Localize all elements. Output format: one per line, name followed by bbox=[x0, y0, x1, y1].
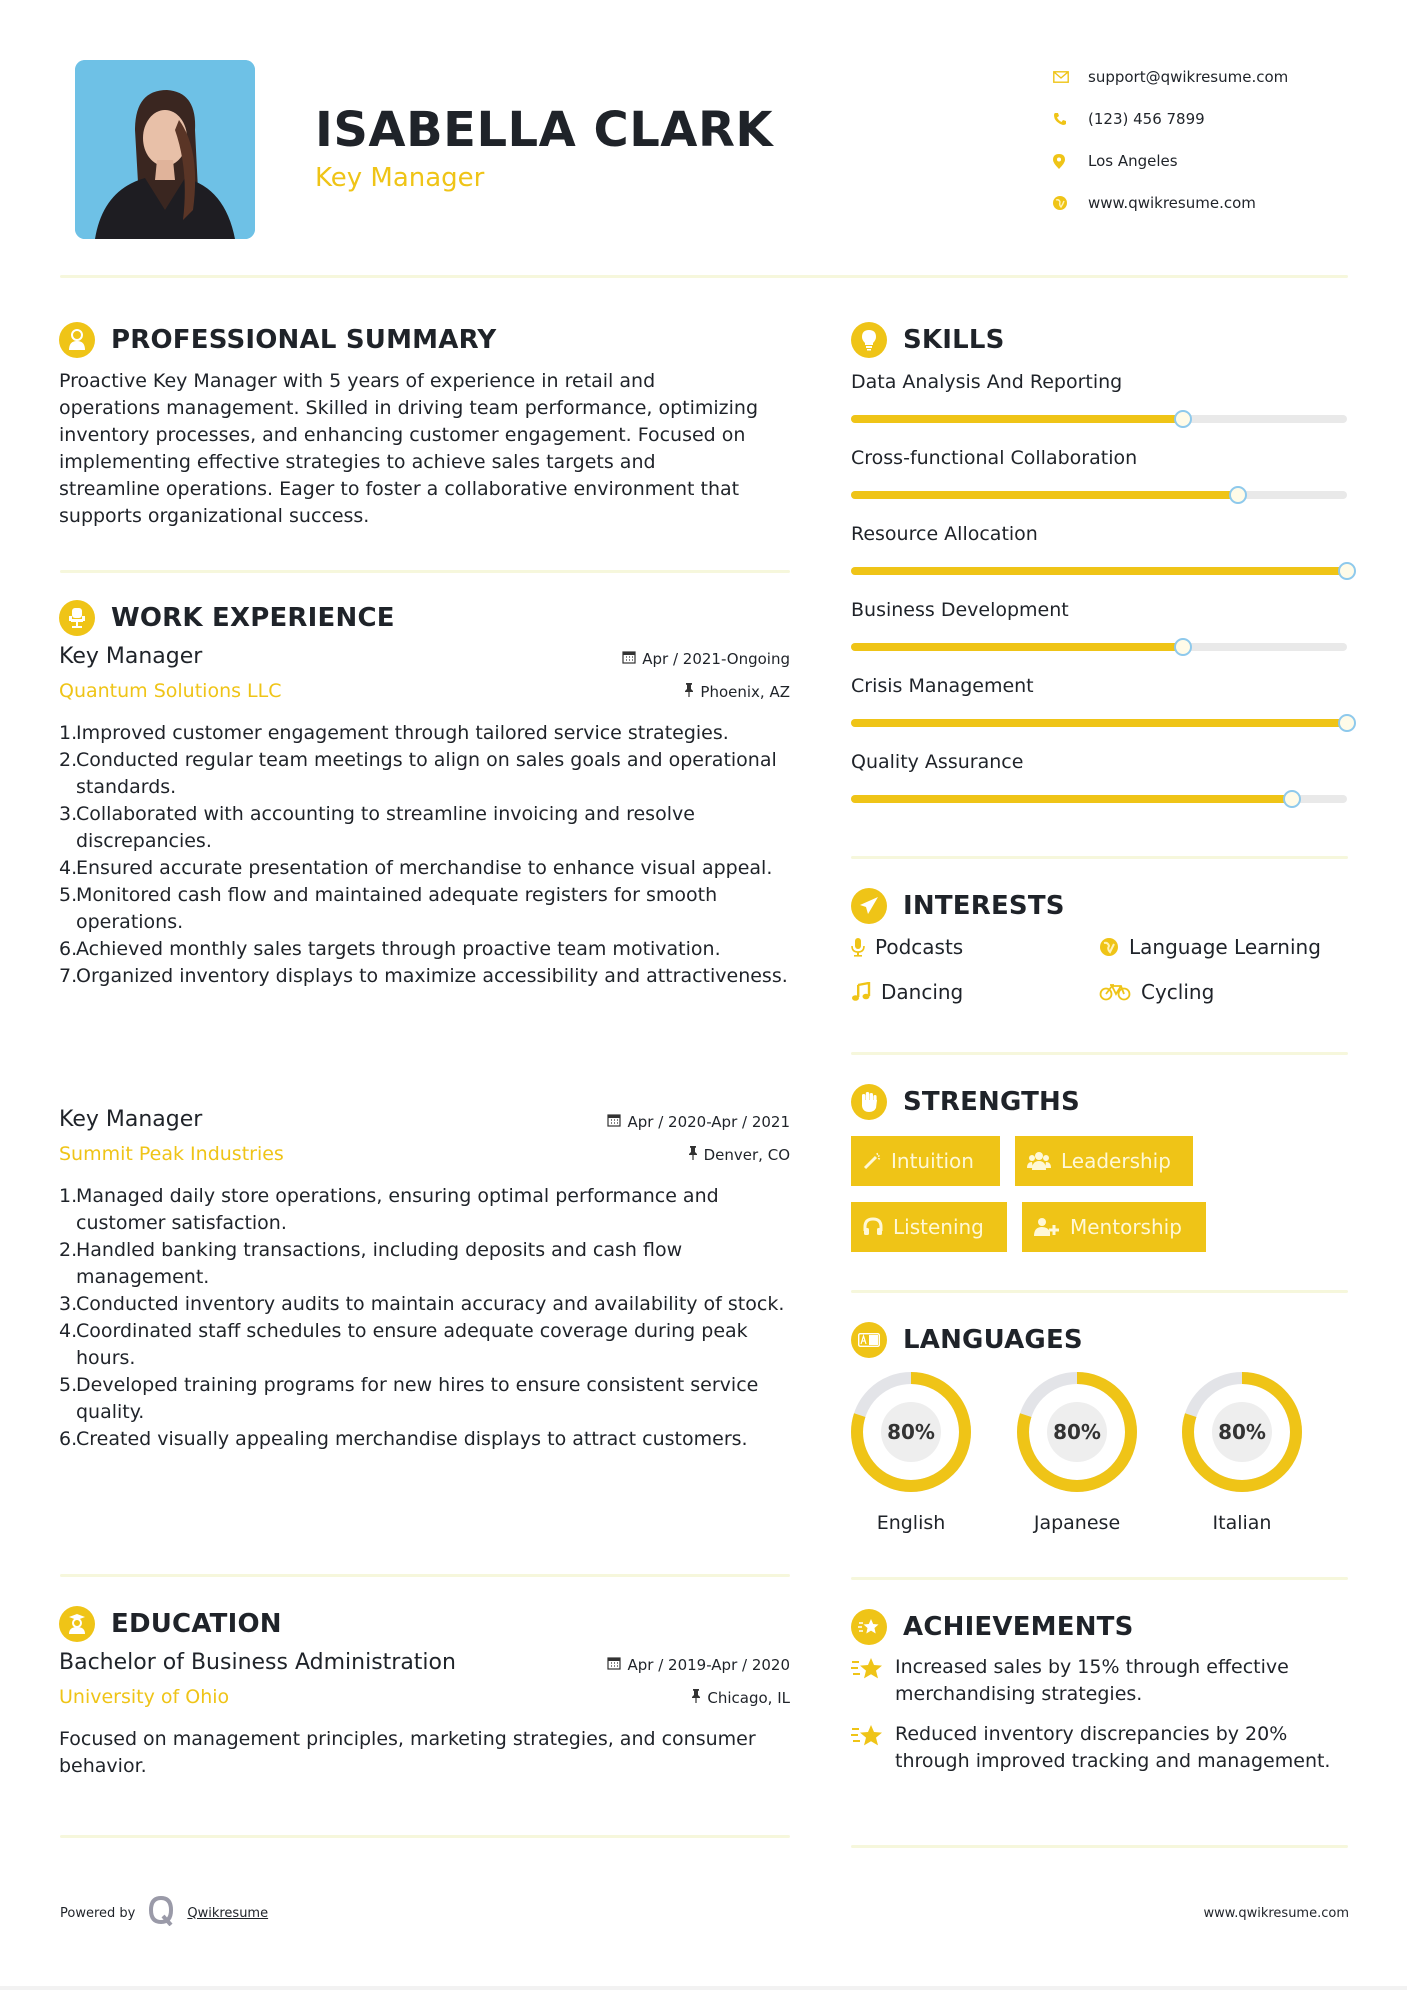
education-location: Chicago, IL bbox=[691, 1689, 790, 1707]
achievement-item: Reduced inventory discrepancies by 20% through improved tracking and management. bbox=[851, 1721, 1351, 1775]
summary-section-title: PROFESSIONAL SUMMARY bbox=[59, 322, 496, 358]
duty-item: 5. Developed training programs for new hires to ensure consistent service quality. bbox=[59, 1374, 759, 1423]
experience-section-title: WORK EXPERIENCE bbox=[59, 600, 395, 636]
duty-item: 2. Handled banking transactions, including deposits and cash flow management. bbox=[59, 1239, 683, 1288]
calendar-icon bbox=[607, 1113, 621, 1131]
paper-plane-icon bbox=[851, 888, 887, 924]
qwikresume-link[interactable]: Qwikresume bbox=[187, 1905, 269, 1921]
languages-section-title: LANGUAGES bbox=[851, 1322, 1083, 1358]
graduate-icon bbox=[59, 1606, 95, 1642]
calendar-icon bbox=[622, 650, 636, 668]
skill-item: Business Development bbox=[851, 599, 1347, 621]
job-title: Key Manager bbox=[59, 644, 203, 669]
pushpin-icon bbox=[688, 1146, 698, 1164]
magic-wand-icon bbox=[863, 1152, 881, 1170]
duty-item: 5. Monitored cash flow and maintained adequate registers for smooth operations. bbox=[59, 884, 718, 933]
pushpin-icon bbox=[691, 1689, 701, 1707]
job-duties bbox=[59, 1183, 790, 1453]
languages-divider bbox=[851, 1577, 1348, 1580]
summary-divider bbox=[60, 570, 790, 573]
job-dates: Apr / 2020-Apr / 2021 bbox=[607, 1113, 790, 1131]
skill-item: Data Analysis And Reporting bbox=[851, 371, 1347, 393]
contact-email[interactable]: support@qwikresume.com bbox=[1050, 56, 1390, 98]
job-duties bbox=[59, 720, 790, 990]
strength-chip: Intuition bbox=[851, 1136, 1000, 1186]
job-company: Summit Peak Industries bbox=[59, 1143, 284, 1165]
job-dates: Apr / 2021-Ongoing bbox=[622, 650, 790, 668]
map-pin-icon bbox=[1050, 154, 1088, 169]
education-divider bbox=[60, 1835, 790, 1838]
interest-item: Language Learning bbox=[1099, 935, 1321, 959]
star-badge-icon bbox=[851, 1609, 887, 1645]
school-name: University of Ohio bbox=[59, 1686, 230, 1708]
interest-item: Dancing bbox=[851, 980, 963, 1004]
skill-item: Resource Allocation bbox=[851, 523, 1347, 545]
skill-knob bbox=[1229, 486, 1247, 504]
education-dates: Apr / 2019-Apr / 2020 bbox=[607, 1656, 790, 1674]
achievements-divider bbox=[851, 1845, 1348, 1848]
duty-item: 3. Collaborated with accounting to streamline invoicing and resolve discrepancies. bbox=[59, 803, 695, 852]
profile-photo bbox=[75, 60, 255, 239]
shooting-star-icon bbox=[851, 1654, 895, 1708]
bottom-strip bbox=[0, 1986, 1407, 1990]
fist-icon bbox=[851, 1084, 887, 1120]
skill-bar bbox=[851, 491, 1347, 499]
achievements-section-title: ACHIEVEMENTS bbox=[851, 1609, 1134, 1645]
contact-phone[interactable]: (123) 456 7899 bbox=[1050, 98, 1390, 140]
job-title: Key Manager bbox=[59, 1107, 203, 1132]
strengths-divider bbox=[851, 1290, 1348, 1293]
language-item: 80% Japanese bbox=[1015, 1370, 1139, 1534]
globe-icon bbox=[1050, 196, 1088, 210]
language-progress-ring: 80% bbox=[849, 1370, 973, 1494]
summary-text: Proactive Key Manager with 5 years of experience in retail and operations management. Skilled in driving team performance, optimizing inventory processes, and enhancing customer engagement. Focused on implementing effective strategies to achieve sales targets and streamline operations. Eager to foster a collaborative environment that supports organizational success. bbox=[59, 370, 759, 527]
skill-bar bbox=[851, 643, 1347, 651]
skills-section-title: SKILLS bbox=[851, 322, 1005, 358]
language-progress-ring: 80% bbox=[1180, 1370, 1304, 1494]
skill-item: Quality Assurance bbox=[851, 751, 1347, 773]
envelope-icon bbox=[1050, 71, 1088, 83]
interest-item: Podcasts bbox=[851, 935, 963, 959]
interest-item: Cycling bbox=[1099, 980, 1214, 1004]
contact-website[interactable]: www.qwikresume.com bbox=[1050, 182, 1390, 224]
calendar-icon bbox=[607, 1656, 621, 1674]
duty-item: 4. Ensured accurate presentation of merchandise to enhance visual appeal. bbox=[59, 857, 773, 879]
duty-item: 1. Managed daily store operations, ensuring optimal performance and customer satisfaction. bbox=[59, 1185, 719, 1234]
job-company: Quantum Solutions LLC bbox=[59, 680, 282, 702]
language-progress-ring: 80% bbox=[1015, 1370, 1139, 1494]
duty-item: 6. Achieved monthly sales targets through proactive team motivation. bbox=[59, 938, 721, 960]
user-plus-icon bbox=[1034, 1217, 1060, 1237]
skill-knob bbox=[1338, 714, 1356, 732]
strength-chip: Mentorship bbox=[1022, 1202, 1206, 1252]
skill-knob bbox=[1338, 562, 1356, 580]
lightbulb-icon bbox=[851, 322, 887, 358]
pushpin-icon bbox=[684, 683, 694, 701]
footer-powered-by: Powered by Qwikresume bbox=[60, 1896, 268, 1930]
footer-website[interactable]: www.qwikresume.com bbox=[1203, 1906, 1349, 1921]
office-chair-icon bbox=[59, 600, 95, 636]
skill-bar bbox=[851, 415, 1347, 423]
skill-knob bbox=[1174, 638, 1192, 656]
microphone-icon bbox=[851, 937, 865, 957]
duty-item: 4. Coordinated staff schedules to ensure adequate coverage during peak hours. bbox=[59, 1320, 748, 1369]
interests-divider bbox=[851, 1052, 1348, 1055]
job-entry bbox=[59, 1103, 790, 1523]
contact-location: Los Angeles bbox=[1050, 140, 1390, 182]
globe-icon bbox=[1099, 937, 1119, 957]
skill-knob bbox=[1283, 790, 1301, 808]
music-icon bbox=[851, 982, 871, 1002]
job-entry bbox=[59, 640, 790, 1080]
experience-divider bbox=[60, 1574, 790, 1577]
candidate-name: ISABELLA CLARK bbox=[315, 102, 774, 158]
strength-chip: Leadership bbox=[1015, 1136, 1193, 1186]
contact-info bbox=[1050, 56, 1390, 224]
skill-bar bbox=[851, 795, 1347, 803]
education-entry bbox=[59, 1646, 790, 1786]
skill-item: Crisis Management bbox=[851, 675, 1347, 697]
phone-icon bbox=[1050, 112, 1088, 126]
skill-item: Cross-functional Collaboration bbox=[851, 447, 1347, 469]
header-divider bbox=[60, 275, 1348, 278]
skill-bar bbox=[851, 719, 1347, 727]
strength-chip: Listening bbox=[851, 1202, 1007, 1252]
duty-item: 1. Improved customer engagement through tailored service strategies. bbox=[59, 722, 729, 744]
headphones-icon bbox=[863, 1217, 883, 1237]
achievement-item: Increased sales by 15% through effective merchandising strategies. bbox=[851, 1654, 1351, 1708]
skill-knob bbox=[1174, 410, 1192, 428]
education-description: Focused on management principles, marketing strategies, and consumer behavior. bbox=[59, 1728, 756, 1777]
job-location: Phoenix, AZ bbox=[684, 683, 790, 701]
duty-item: 3. Conducted inventory audits to maintain accuracy and availability of stock. bbox=[59, 1293, 785, 1315]
shooting-star-icon bbox=[851, 1721, 895, 1775]
qwikresume-logo-icon bbox=[147, 1896, 175, 1930]
duty-item: 2. Conducted regular team meetings to align on sales goals and operational standards. bbox=[59, 749, 777, 798]
person-photo-icon bbox=[75, 60, 255, 239]
language-item: 80% Italian bbox=[1180, 1370, 1304, 1534]
interests-section-title: INTERESTS bbox=[851, 888, 1065, 924]
users-icon bbox=[1027, 1151, 1051, 1171]
translate-icon bbox=[851, 1322, 887, 1358]
job-location: Denver, CO bbox=[688, 1146, 790, 1164]
duty-item: 7. Organized inventory displays to maximize accessibility and attractiveness. bbox=[59, 965, 788, 987]
user-icon bbox=[59, 322, 95, 358]
education-section-title: EDUCATION bbox=[59, 1606, 282, 1642]
strengths-section-title: STRENGTHS bbox=[851, 1084, 1080, 1120]
degree-title: Bachelor of Business Administration bbox=[59, 1650, 456, 1675]
duty-item: 6. Created visually appealing merchandise displays to attract customers. bbox=[59, 1428, 748, 1450]
language-item: 80% English bbox=[849, 1370, 973, 1534]
bicycle-icon bbox=[1099, 983, 1131, 1001]
skill-bar bbox=[851, 567, 1347, 575]
candidate-role: Key Manager bbox=[315, 163, 485, 193]
skills-divider bbox=[851, 856, 1348, 859]
